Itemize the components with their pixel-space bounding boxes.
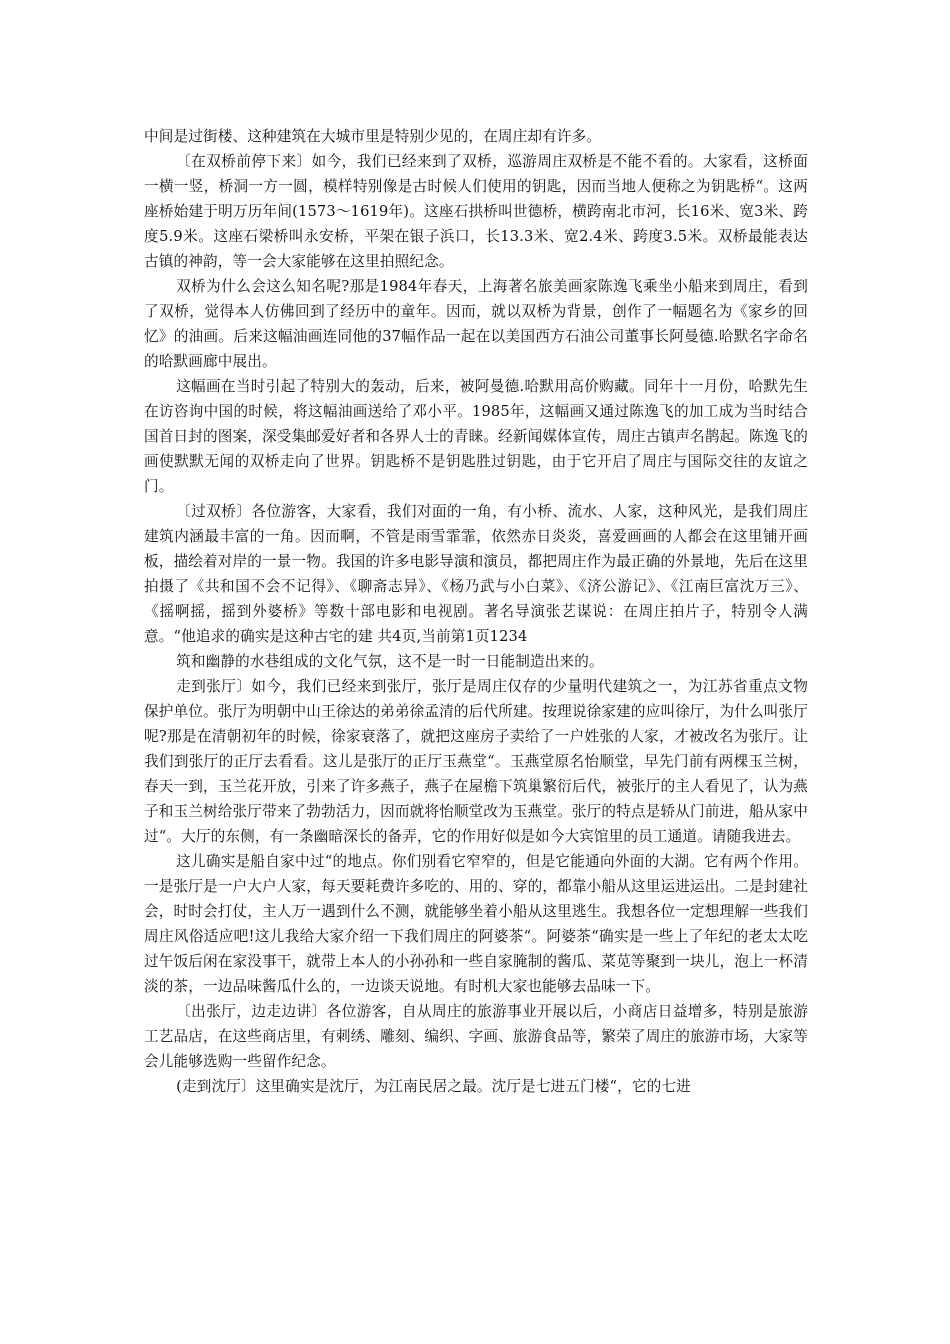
paragraph-7: 走到张厅〕如今，我们已经来到张厅，张厅是周庄仅存的少量明代建筑之一，为江苏省重点文物保护单位。张厅为明朝中山王徐达的弟弟徐孟清的后代所建。按理说徐家建的应叫徐厅，为什么叫张厅呢?那是在清朝初年的时候，徐家衰落了，就把这座房子卖给了一户姓张的人家，才被改名为张厅。让我们到张厅的正厅去看看。这儿是张厅的正厅玉燕堂“。玉燕堂原名怡顺堂，早先门前有两棵玉兰树，春天一到，玉兰花开放，引来了许多燕子，燕子在屋檐下筑巢繁衍后代，被张厅的主人看见了，认为燕子和玉兰树给张厅带来了勃勃活力，因而就将怡顺堂改为玉燕堂。张厅的特点是轿从门前进，船从家中过“。大厅的东侧，有一条幽暗深长的备弄，它的作用好似是如今大宾馆里的员工通道。请随我进去。: [144, 678, 808, 845]
paragraph-9: 〔出张厅，边走边讲〕各位游客，自从周庄的旅游事业开展以后，小商店日益增多，特别是旅游工艺品店，在这些商店里，有刺绣、雕刻、编织、字画、旅游食品等，繁荣了周庄的旅游市场，大家等会儿能够选购一些留作纪念。: [144, 1003, 808, 1070]
document-page: [144, 124, 808, 1099]
paragraph-6: 筑和幽静的水巷组成的文化气氛，这不是一时一日能制造出来的。: [176, 653, 604, 670]
paragraph-10: (走到沈厅〕这里确实是沈厅，为江南民居之最。沈厅是七进五门楼“，它的七进: [176, 1078, 691, 1095]
paragraph-2: 〔在双桥前停下来〕如今，我们已经来到了双桥，巡游周庄双桥是不能不看的。大家看，这桥面一横一竖，桥洞一方一圆，模样特别像是古时候人们使用的钥匙，因而当地人便称之为钥匙桥“。这两座桥始建于明万历年间(1573～1619年)。这座石拱桥叫世德桥，横跨南北市河，长16米、宽3米、跨度5.9米。这座石梁桥叫永安桥，平架在银子浜口，长13.3米、宽2.4米、跨度3.5米。双桥最能表达古镇的神韵，等一会大家能够在这里拍照纪念。: [144, 153, 808, 270]
paragraph-3: 双桥为什么会这么知名呢?那是1984年春天，上海著名旅美画家陈逸飞乘坐小船来到周庄，看到了双桥，觉得本人仿佛回到了经历中的童年。因而，就以双桥为背景，创作了一幅题名为《家乡的回忆》的油画。后来这幅油画连同他的37幅作品一起在以美国西方石油公司董事长阿曼德.哈默名字命名的哈默画廊中展出。: [144, 278, 808, 370]
paragraph-8: 这儿确实是船自家中过“的地点。你们别看它窄窄的，但是它能通向外面的大湖。它有两个作用。一是张厅是一户大户人家，每天要耗费许多吃的、用的、穿的，都靠小船从这里运进运出。二是封建社会，时时会打仗，主人万一遇到什么不测，就能够坐着小船从这里逃生。我想各位一定想理解一些我们周庄风俗适应吧!这儿我给大家介绍一下我们周庄的阿婆茶“。阿婆茶“确实是一些上了年纪的老太太吃过午饭后闲在家没事干，就带上本人的小孙孙和一些自家腌制的酱瓜、菜苋等聚到一块儿，泡上一杯清淡的茶，一边品味酱瓜什么的，一边谈天说地。有时机大家也能够去品味一下。: [144, 853, 808, 995]
paragraph-1: 中间是过街楼、这种建筑在大城市里是特别少见的，在周庄却有许多。: [144, 128, 602, 145]
paragraph-5: 〔过双桥〕各位游客，大家看，我们对面的一角，有小桥、流水、人家，这种风光，是我们周庄建筑内涵最丰富的一角。因而啊，不管是雨雪霏霏，依然赤日炎炎，喜爱画画的人都会在这里铺开画板，描绘着对岸的一景一物。我国的许多电影导演和演员，都把周庄作为最正确的外景地，先后在这里拍摄了《共和国不会不记得》、《聊斋志异》、《杨乃武与小白菜》、《济公游记》、《江南巨富沈万三》、《摇啊摇，摇到外婆桥》等数十部电影和电视剧。著名导演张艺谋说：在周庄拍片子，特别令人满意。“他追求的确实是这种古宅的建 共4页,当前第1页1234: [144, 503, 808, 645]
paragraph-4: 这幅画在当时引起了特别大的轰动，后来，被阿曼德.哈默用高价购藏。同年十一月份，哈默先生在访咨询中国的时候，将这幅油画送给了邓小平。1985年，这幅画又通过陈逸飞的加工成为当时结合国首日封的图案，深受集邮爱好者和各界人士的青睐。经新闻媒体宣传，周庄古镇声名鹊起。陈逸飞的画使默默无闻的双桥走向了世界。钥匙桥不是钥匙胜过钥匙，由于它开启了周庄与国际交往的友谊之门。: [144, 378, 808, 495]
